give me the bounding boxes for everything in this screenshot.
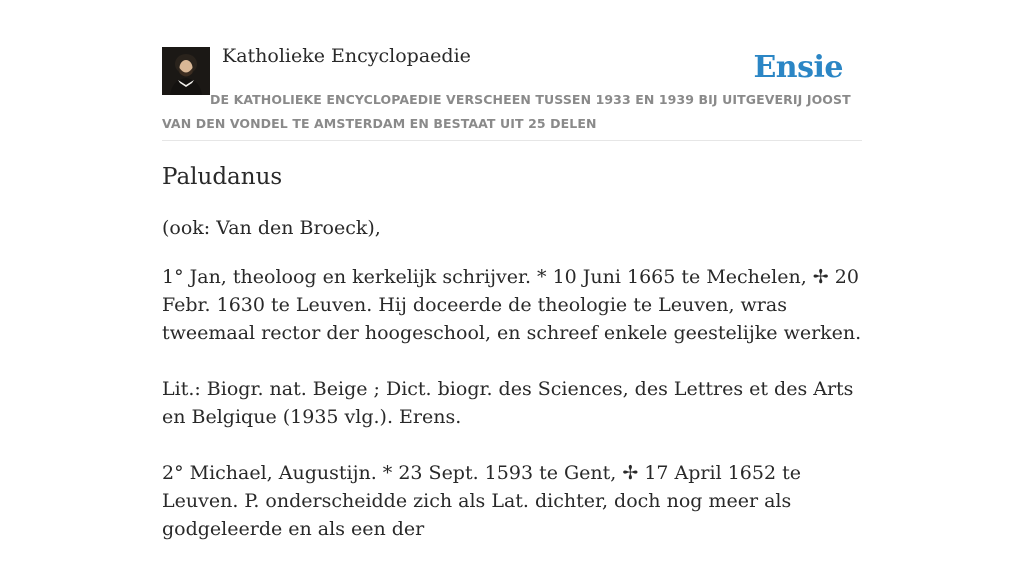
article-title: Paludanus bbox=[162, 164, 283, 190]
article-paragraph: 2° Michael, Augustijn. * 23 Sept. 1593 te Gent, ✢ 17 April 1652 te Leuven. P. onderscheidde zich als Lat. dichter, doch nog meer als godgeleerde en als een der bbox=[162, 462, 801, 540]
article-paragraph: Lit.: Biogr. nat. Beige ; Dict. biogr. des Sciences, des Lettres et des Arts en Belgique (1935 vlg.). Erens. bbox=[162, 378, 854, 428]
publication-description: DE KATHOLIEKE ENCYCLOPAEDIE VERSCHEEN TUSSEN 1933 EN 1939 BIJ UITGEVERIJ JOOST VAN DEN VONDEL TE AMSTERDAM EN BESTAAT UIT 25 DELEN bbox=[162, 92, 851, 131]
publication-name[interactable]: Katholieke Encyclopaedie bbox=[222, 45, 471, 67]
article-paragraph: 1° Jan, theoloog en kerkelijk schrijver. * 10 Juni 1665 te Mechelen, ✢ 20 Febr. 1630 te Leuven. Hij doceerde de theologie te Leuven, wras tweemaal rector der hoogeschool, en schreef enkele geestelijke werken. bbox=[162, 266, 862, 344]
ensie-logo[interactable]: Ensie bbox=[753, 50, 843, 85]
article-alias: (ook: Van den Broeck), bbox=[162, 217, 381, 239]
publication-header bbox=[162, 0, 862, 141]
content-column bbox=[162, 0, 862, 540]
article-body bbox=[162, 263, 864, 571]
